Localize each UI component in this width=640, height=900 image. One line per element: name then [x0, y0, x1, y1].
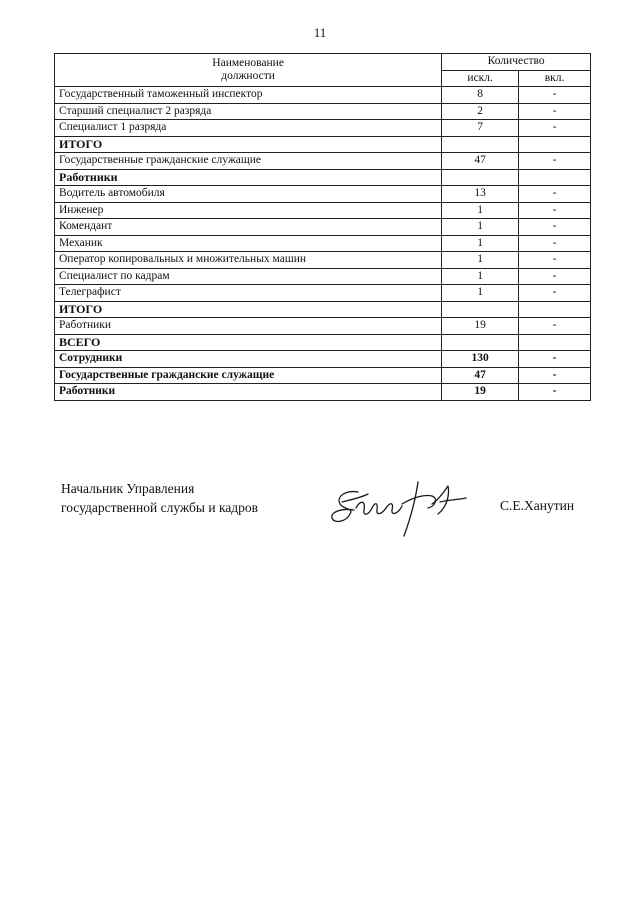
signatory-name: С.Е.Ханутин	[500, 498, 575, 513]
position-name: Инженер	[55, 202, 442, 219]
table-row	[55, 87, 591, 104]
position-name: Государственный таможенный инспектор	[55, 87, 442, 104]
table-body	[55, 87, 591, 401]
handwritten-signature	[320, 474, 490, 544]
table-row	[55, 351, 591, 368]
quantity-included: -	[519, 285, 591, 302]
table-row	[55, 202, 591, 219]
quantity-excluded: 1	[442, 285, 519, 302]
header-quantity: Количество	[442, 54, 591, 71]
quantity-included: -	[519, 103, 591, 120]
position-name: Механик	[55, 235, 442, 252]
quantity-included: -	[519, 186, 591, 203]
quantity-excluded: 19	[442, 318, 519, 335]
header-name-line2: должности	[221, 70, 275, 82]
quantity-excluded: 1	[442, 268, 519, 285]
position-name: Специалист 1 разряда	[55, 120, 442, 137]
table-row	[55, 252, 591, 269]
section-row	[55, 301, 591, 318]
position-name: Специалист по кадрам	[55, 268, 442, 285]
position-name: Сотрудники	[55, 351, 442, 368]
header-included: вкл.	[519, 70, 591, 87]
quantity-excluded	[442, 169, 519, 186]
quantity-included	[519, 136, 591, 153]
table-row	[55, 153, 591, 170]
quantity-included	[519, 301, 591, 318]
table-row	[55, 367, 591, 384]
quantity-included: -	[519, 120, 591, 137]
quantity-excluded: 130	[442, 351, 519, 368]
position-name: Государственные гражданские служащие	[55, 153, 442, 170]
position-name: Работники	[55, 169, 442, 186]
quantity-excluded	[442, 334, 519, 351]
quantity-included: -	[519, 367, 591, 384]
quantity-excluded: 8	[442, 87, 519, 104]
quantity-excluded: 47	[442, 153, 519, 170]
quantity-included: -	[519, 87, 591, 104]
quantity-included: -	[519, 202, 591, 219]
position-name: Водитель автомобиля	[55, 186, 442, 203]
position-name: ИТОГО	[55, 136, 442, 153]
position-name: Комендант	[55, 219, 442, 236]
quantity-excluded: 2	[442, 103, 519, 120]
staffing-table	[54, 53, 591, 401]
quantity-excluded: 1	[442, 202, 519, 219]
quantity-excluded: 47	[442, 367, 519, 384]
table-row	[55, 318, 591, 335]
table-row	[55, 120, 591, 137]
section-row	[55, 334, 591, 351]
quantity-excluded	[442, 136, 519, 153]
signatory-title	[61, 479, 258, 517]
table-row	[55, 268, 591, 285]
position-name: Старший специалист 2 разряда	[55, 103, 442, 120]
quantity-included: -	[519, 153, 591, 170]
quantity-excluded	[442, 301, 519, 318]
quantity-included	[519, 334, 591, 351]
section-row	[55, 169, 591, 186]
quantity-included: -	[519, 252, 591, 269]
table-row	[55, 285, 591, 302]
quantity-included: -	[519, 384, 591, 401]
table-row	[55, 186, 591, 203]
quantity-excluded: 19	[442, 384, 519, 401]
quantity-included: -	[519, 219, 591, 236]
page-number: 11	[313, 25, 327, 40]
quantity-included: -	[519, 318, 591, 335]
quantity-excluded: 13	[442, 186, 519, 203]
position-name: ВСЕГО	[55, 334, 442, 351]
section-row	[55, 136, 591, 153]
header-position-name	[55, 54, 442, 87]
position-name: Работники	[55, 384, 442, 401]
quantity-excluded: 7	[442, 120, 519, 137]
position-name: Оператор копировальных и множительных машин	[55, 252, 442, 269]
header-name-line1: Наименование	[212, 57, 284, 69]
position-name: Телеграфист	[55, 285, 442, 302]
quantity-included: -	[519, 235, 591, 252]
table-row	[55, 235, 591, 252]
quantity-excluded: 1	[442, 219, 519, 236]
signatory-title-line1: Начальник Управления	[61, 481, 195, 496]
quantity-excluded: 1	[442, 235, 519, 252]
table-row	[55, 103, 591, 120]
quantity-included	[519, 169, 591, 186]
table-row	[55, 384, 591, 401]
quantity-excluded: 1	[442, 252, 519, 269]
table-row	[55, 219, 591, 236]
signatory-title-line2: государственной службы и кадров	[61, 500, 259, 515]
quantity-included: -	[519, 268, 591, 285]
position-name: Работники	[55, 318, 442, 335]
quantity-included: -	[519, 351, 591, 368]
position-name: ИТОГО	[55, 301, 442, 318]
header-excluded: искл.	[442, 70, 519, 87]
position-name: Государственные гражданские служащие	[55, 367, 442, 384]
